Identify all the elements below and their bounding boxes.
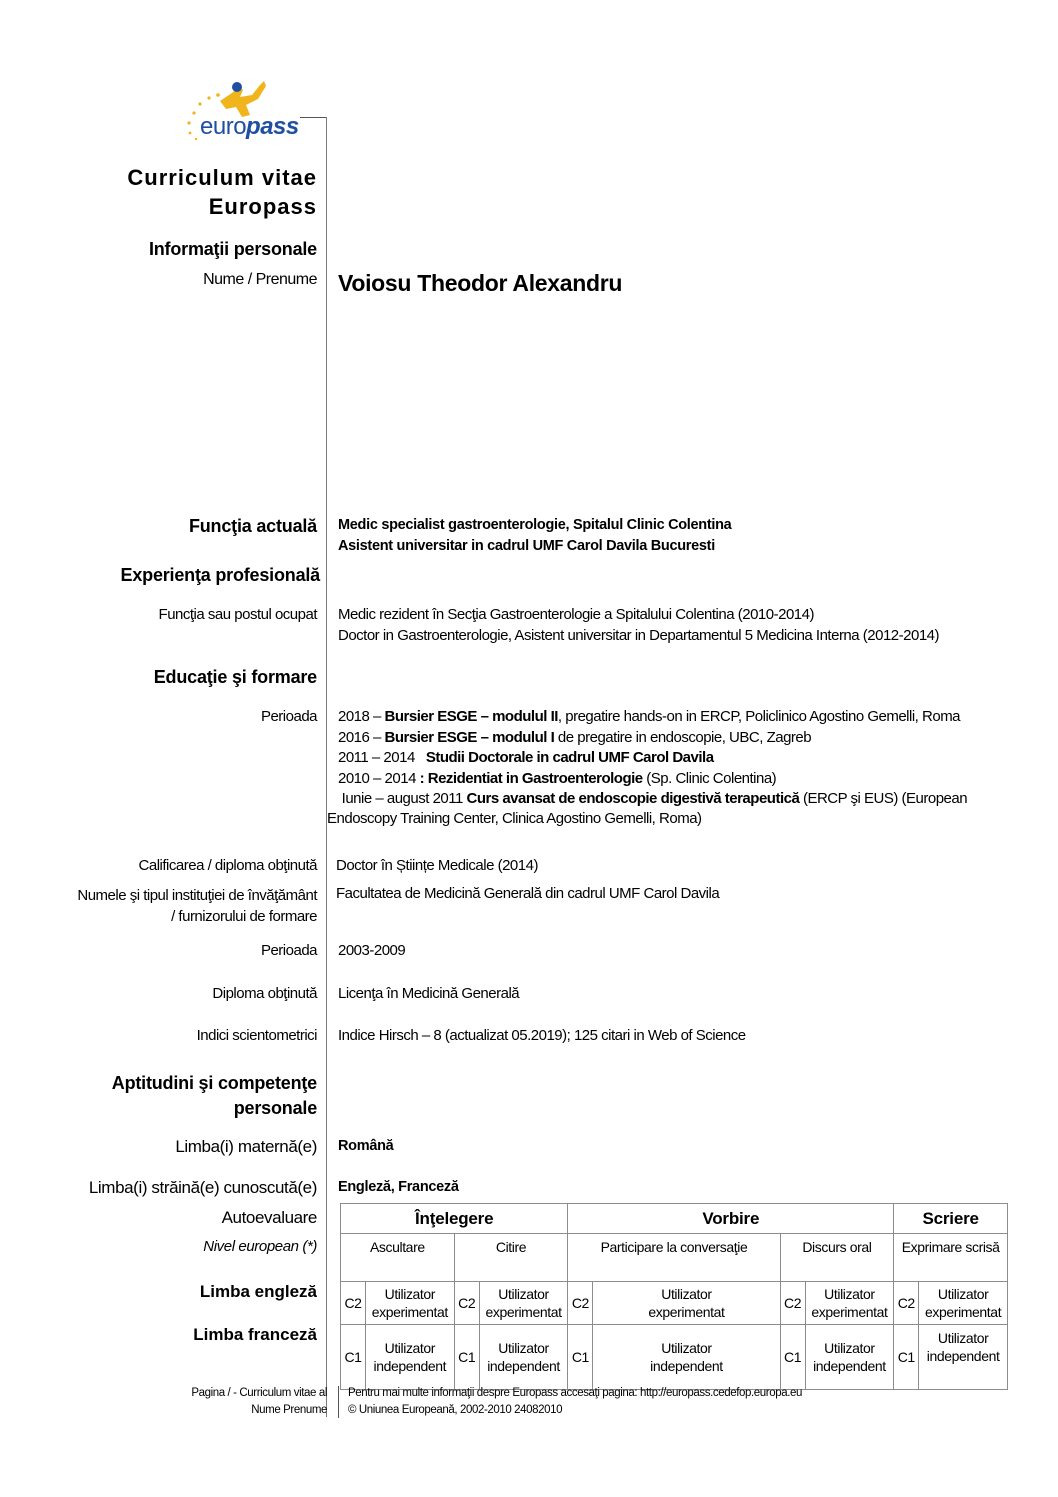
group-header: Vorbire xyxy=(568,1204,894,1234)
period2-value: 2003-2009 xyxy=(338,942,406,959)
diploma-value: Licenţa în Medicină Generală xyxy=(338,985,520,1002)
qualification-label: Calificarea / diploma obţinută xyxy=(138,857,317,874)
level-description-line-2: experimentat xyxy=(371,1304,448,1320)
level-description-line-1: Utilizator xyxy=(937,1286,989,1302)
experience-line: Doctor in Gastroenterologie, Asistent universitar in Departamentul 5 Medicina Interna (2012-2014) xyxy=(338,626,940,644)
title-line-1: Curriculum vitae xyxy=(127,165,317,190)
skills-label-line-1: Aptitudini şi competenţe xyxy=(111,1073,317,1093)
level-description xyxy=(593,1282,780,1325)
level-code: C2 xyxy=(894,1282,919,1325)
level-description-line-2: independent xyxy=(487,1358,560,1374)
period2-label: Perioada xyxy=(260,942,317,959)
level-description-line-1: Utilizator xyxy=(384,1286,436,1302)
education-item-detail: (ERCP şi EUS) (European xyxy=(799,790,968,807)
level-description xyxy=(805,1325,894,1390)
experience-line: Medic rezident în Secţia Gastroenterologie a Spitalului Colentina (2010-2014) xyxy=(338,606,814,623)
subheader: Participare la conversaţie xyxy=(568,1234,780,1282)
current-position-line: Asistent universitar in cadrul UMF Carol Davila Bucuresti xyxy=(338,537,715,554)
education-item xyxy=(338,707,967,728)
level-description-line-2: experimentat xyxy=(925,1304,1002,1320)
subheader: Discurs oral xyxy=(780,1234,894,1282)
european-level-label: Nivel european (*) xyxy=(203,1238,317,1255)
institution-label-line-2: / furnizorului de formare xyxy=(171,908,317,925)
education-item xyxy=(338,728,967,749)
foreign-languages-value: Engleză, Franceză xyxy=(338,1179,459,1195)
education-wrap-line: Endoscopy Training Center, Clinica Agostino Gemelli, Roma) xyxy=(327,810,702,827)
mother-tongue-value: Română xyxy=(338,1138,394,1154)
education-item xyxy=(338,769,967,790)
education-item-detail: , pregatire hands-on in ERCP, Policlinico Agostino Gemelli, Roma xyxy=(557,708,961,725)
logo-text-euro: euro xyxy=(200,113,247,140)
header-rule xyxy=(300,117,327,118)
level-description-line-1: Utilizator xyxy=(498,1340,549,1356)
mother-tongue-label: Limba(i) maternă(e) xyxy=(175,1137,317,1156)
footer-left xyxy=(191,1385,327,1419)
level-code: C1 xyxy=(341,1325,366,1390)
foreign-languages-label: Limba(i) străină(e) cunoscută(e) xyxy=(88,1178,317,1197)
document-title xyxy=(127,163,317,221)
column-divider xyxy=(326,117,327,1417)
level-code: C2 xyxy=(568,1282,593,1325)
qualification-value: Doctor în Științe Medicale (2014) xyxy=(336,857,538,874)
position-label: Funcţia sau postul ocupat xyxy=(158,606,317,623)
table-row-french xyxy=(341,1325,1008,1390)
indices-value: Indice Hirsch – 8 (actualizat 05.2019); 125 citari in Web of Science xyxy=(338,1027,746,1044)
education-item-title: : Rezidentiat in Gastroenterologie xyxy=(419,769,643,787)
education-item-title: Curs avansat de endoscopie digestivă terapeutică xyxy=(466,790,800,807)
level-code: C1 xyxy=(780,1325,805,1390)
row-label-english: Limba engleză xyxy=(199,1282,317,1301)
education-items xyxy=(338,707,967,810)
education-item-date: 2010 – 2014 xyxy=(338,769,420,787)
education-item-detail: (Sp. Clinic Colentina) xyxy=(642,769,777,787)
current-position-value xyxy=(338,515,731,556)
self-assessment-label: Autoevaluare xyxy=(221,1208,317,1227)
current-position-label: Funcţia actuală xyxy=(188,516,317,536)
level-code: C1 xyxy=(568,1325,593,1390)
table-row-english xyxy=(341,1282,1008,1325)
group-header: Înţelegere xyxy=(341,1204,568,1234)
level-code: C2 xyxy=(454,1282,479,1325)
footer-divider xyxy=(338,1386,339,1418)
education-item-title: Bursier ESGE – modulul II xyxy=(384,708,558,725)
level-description xyxy=(593,1325,780,1390)
level-code: C2 xyxy=(341,1282,366,1325)
europass-logo xyxy=(180,75,305,145)
subheader: Ascultare xyxy=(341,1234,455,1282)
level-description-line-1: Utilizator xyxy=(661,1286,712,1302)
section-education: Educaţie şi formare xyxy=(153,667,317,687)
footer-info-link[interactable]: Pentru mai multe informaţii despre Europass accesaţi pagina: http://europass.cedefop.europa.eu xyxy=(348,1387,802,1399)
level-description-line-2: independent xyxy=(926,1348,1000,1364)
indices-label: Indici scientometrici xyxy=(196,1027,317,1044)
level-description-line-2: experimentat xyxy=(648,1304,725,1320)
skills-label-line-2: personale xyxy=(233,1098,317,1118)
group-header: Scriere xyxy=(894,1204,1008,1234)
level-description-line-1: Utilizator xyxy=(384,1340,436,1356)
title-line-2: Europass xyxy=(208,194,317,219)
education-item-detail: de pregatire in endoscopie, UBC, Zagreb xyxy=(554,728,812,746)
level-description-line-2: independent xyxy=(373,1358,447,1374)
level-description xyxy=(805,1282,894,1325)
level-description-line-1: Utilizator xyxy=(498,1286,549,1302)
education-item xyxy=(338,748,967,769)
level-description-line-1: Utilizator xyxy=(661,1340,712,1356)
period-label: Perioada xyxy=(260,708,317,725)
institution-value: Facultatea de Medicină Generală din cadrul UMF Carol Davila xyxy=(336,885,720,902)
level-description xyxy=(366,1325,455,1390)
education-item-date: Iunie – august 2011 xyxy=(338,790,467,807)
education-item xyxy=(338,789,967,810)
footer-left-line-2: Nume Prenume xyxy=(251,1404,327,1416)
level-description-line-2: independent xyxy=(650,1358,723,1374)
full-name: Voiosu Theodor Alexandru xyxy=(338,270,623,296)
institution-label xyxy=(77,885,317,927)
education-item-date: 2011 – 2014 xyxy=(338,749,426,766)
level-description xyxy=(919,1282,1008,1325)
row-label-french: Limba franceză xyxy=(193,1325,317,1344)
level-description-line-1: Utilizator xyxy=(824,1286,875,1302)
level-description xyxy=(479,1325,568,1390)
level-description-line-2: experimentat xyxy=(811,1304,888,1320)
level-description xyxy=(366,1282,455,1325)
education-item-title: Bursier ESGE – modulul I xyxy=(384,728,555,746)
logo-text-pass: pass xyxy=(246,113,299,140)
footer-copyright: © Uniunea Europeană, 2002-2010 24082010 xyxy=(348,1404,563,1416)
current-position-line: Medic specialist gastroenterologie, Spitalul Clinic Colentina xyxy=(338,517,732,533)
footer-right xyxy=(348,1385,802,1419)
diploma-label: Diploma obţinută xyxy=(212,985,317,1002)
experience-value xyxy=(338,605,939,646)
level-description-line-2: independent xyxy=(813,1358,886,1374)
footer-left-line-1: Pagina / - Curriculum vitae al xyxy=(191,1387,327,1399)
education-item-date: 2018 – xyxy=(338,708,385,725)
education-item-date: 2016 – xyxy=(338,728,385,746)
institution-label-line-1: Numele şi tipul instituţiei de învăţământ xyxy=(77,887,317,904)
subheader: Exprimare scrisă xyxy=(894,1234,1008,1282)
level-description xyxy=(479,1282,568,1325)
education-item-title: Studii Doctorale in cadrul UMF Carol Davila xyxy=(425,749,714,766)
level-description xyxy=(919,1325,1008,1390)
name-label: Nume / Prenume xyxy=(203,271,317,288)
level-code: C1 xyxy=(894,1325,919,1390)
section-personal-info: Informaţii personale xyxy=(148,239,317,259)
section-experience: Experienţa profesională xyxy=(120,565,320,585)
level-code: C2 xyxy=(780,1282,805,1325)
language-self-assessment-table xyxy=(340,1203,1008,1390)
level-description-line-1: Utilizator xyxy=(937,1330,989,1346)
level-code: C1 xyxy=(454,1325,479,1390)
subheader: Citire xyxy=(454,1234,568,1282)
level-description-line-1: Utilizator xyxy=(824,1340,875,1356)
section-skills xyxy=(112,1071,317,1121)
level-description-line-2: experimentat xyxy=(485,1304,562,1320)
